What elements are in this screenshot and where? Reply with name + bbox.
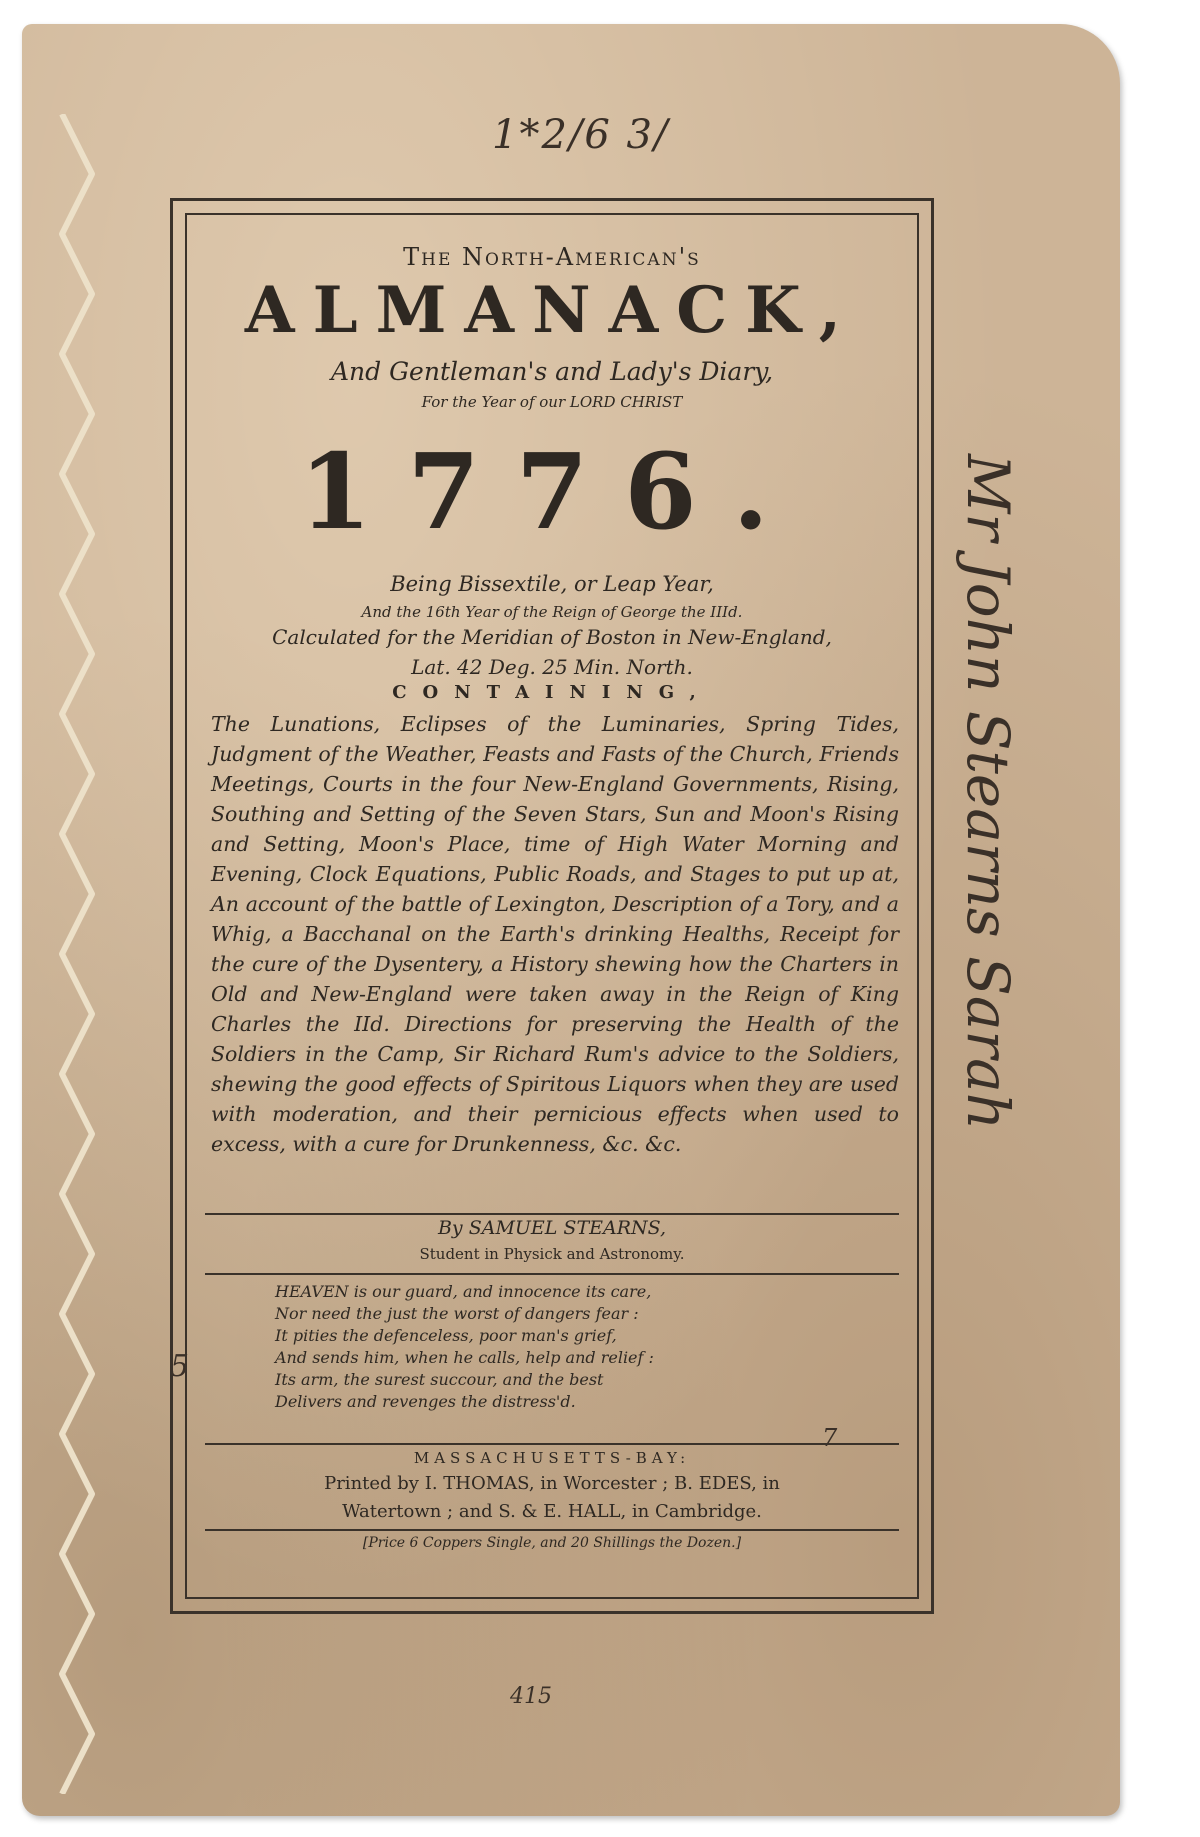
imprint-printers-2: Watertown ; and S. & E. HALL, in Cambridge. — [342, 1501, 762, 1522]
year: 1776. — [299, 430, 805, 553]
verse — [275, 1281, 835, 1413]
verse-line: Nor need the just the worst of dangers fear : — [275, 1304, 639, 1323]
verse-line: Its arm, the surest succour, and the best — [275, 1370, 604, 1389]
handwritten-number-bottom: 415 — [510, 1684, 552, 1709]
reign-line: And the 16th Year of the Reign of George the IIId. — [361, 603, 743, 621]
contents-paragraph: The Lunations, Eclipses of the Luminaries, Spring Tides, Judgment of the Weather, Feasts and Fasts of the Church, Friends Meetings, Courts in the four New-England Governments, Rising, Southing and Setting of the Seven Stars, Sun and Moon's Rising and Setting, Moon's Place, time of High Water Morning and Evening, Clock Equations, Public Roads, and Stages to put up at, An account of the battle of Lexington, Description of a Tory, and a Whig, a Bacchanal on the Earth's drinking Healths, Receipt for the cure of the Dysentery, a History shewing how the Charters in Old and New-England were taken away in the Reign of King Charles the IId. Directions for preserving the Health of the Soldiers in the Camp, Sir Richard Rum's advice to the Soldiers, shewing the good effects of Spiritous Liquors when they are used with moderation, and their pernicious effects when used to excess, with a cure for Drunkenness, &c. &c. — [211, 712, 899, 1156]
handwritten-number-top: 1*2/6 3/ — [492, 112, 670, 158]
verse-line: It pities the defenceless, poor man's grief, — [275, 1326, 617, 1345]
meridian-line: Calculated for the Meridian of Boston in New-England, — [272, 625, 832, 649]
handwritten-mark-left: 5 — [170, 1349, 190, 1384]
divider-rule — [205, 1529, 899, 1531]
divider-rule — [205, 1273, 899, 1275]
imprint-location: MASSACHUSETTS-BAY: — [413, 1449, 691, 1467]
main-title: ALMANACK, — [244, 273, 860, 348]
leap-year-line: Being Bissextile, or Leap Year, — [390, 572, 714, 596]
binding-stitches — [52, 114, 122, 1794]
author-line: By SAMUEL STEARNS, — [437, 1217, 667, 1239]
divider-rule — [205, 1213, 899, 1215]
title-page-border — [170, 198, 934, 1614]
almanack-page — [22, 24, 1120, 1816]
handwritten-mark-right: 7 — [822, 1424, 838, 1452]
containing-heading: CONTAINING, — [392, 682, 712, 703]
title-page-inner-border — [185, 213, 919, 1599]
latitude-line: Lat. 42 Deg. 25 Min. North. — [411, 655, 693, 679]
imprint-printers-1: Printed by I. THOMAS, in Worcester ; B. EDES, in — [324, 1473, 780, 1494]
divider-rule — [205, 1443, 899, 1445]
subtitle-year-intro: For the Year of our LORD CHRIST — [421, 393, 683, 411]
title-line-1: The North-American's — [403, 243, 701, 271]
verse-line: HEAVEN is our guard, and innocence its care, — [275, 1282, 652, 1301]
verse-line: Delivers and revenges the distress'd. — [275, 1392, 576, 1411]
handwritten-owner-names: Mr John Stearns Sarah — [954, 454, 1022, 1131]
verse-line: And sends him, when he calls, help and relief : — [275, 1348, 654, 1367]
author-credentials: Student in Physick and Astronomy. — [419, 1245, 685, 1263]
price-line: [Price 6 Coppers Single, and 20 Shillings the Dozen.] — [362, 1535, 742, 1551]
subtitle: And Gentleman's and Lady's Diary, — [330, 357, 774, 386]
